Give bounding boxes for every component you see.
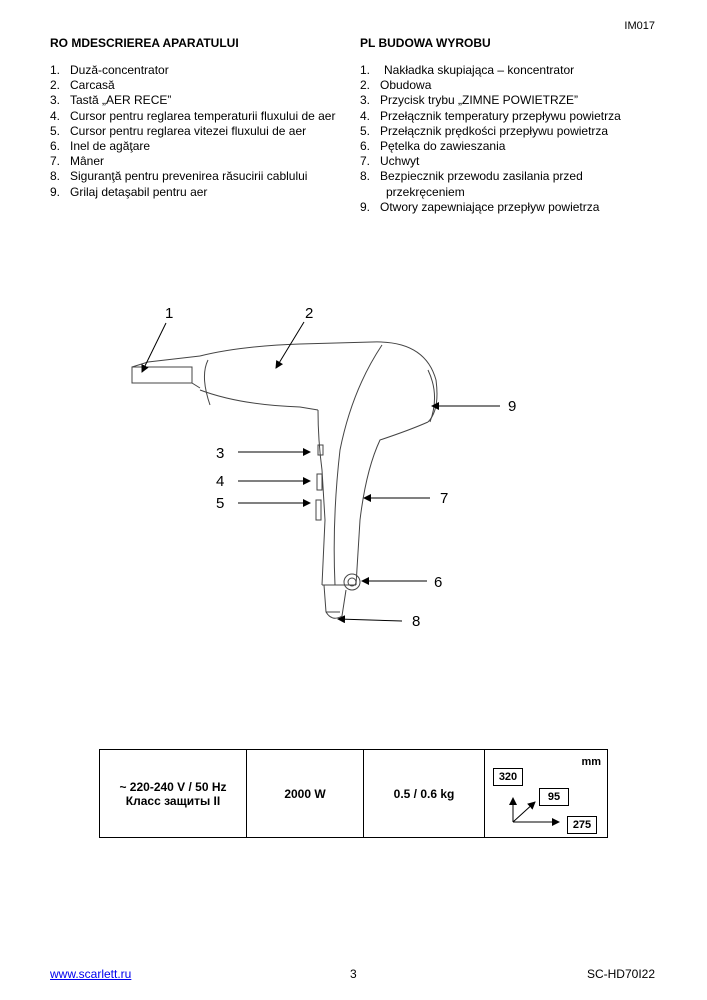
- list-item: 1. Nakładka skupiająca – koncentrator: [360, 63, 575, 77]
- page-number: 3: [350, 967, 357, 981]
- callout-label-6: 6: [434, 574, 443, 591]
- list-item: 6. Pętelka do zawieszania: [360, 139, 506, 154]
- website-link[interactable]: www.scarlett.ru: [50, 967, 132, 981]
- protection-class: Класс защиты II: [125, 793, 221, 808]
- list-item: 8. Siguranţă pentru prevenirea răsucirii cablului: [50, 169, 308, 184]
- callout-label-7: 7: [440, 490, 449, 507]
- list-item: 7. Uchwyt: [360, 154, 420, 169]
- callout-line-8: [338, 619, 402, 621]
- list-item: 9. Otwory zapewniające przepływ powietrza: [360, 199, 600, 214]
- weight-cell: [364, 750, 485, 838]
- list-item: przekręceniem: [386, 184, 465, 199]
- list-item: 1. Duză-concentrator: [50, 63, 169, 77]
- height-value: 320: [493, 768, 523, 786]
- list-item: 9. Grilaj detaşabil pentru aer: [50, 184, 208, 199]
- dimension-axes-icon: [485, 750, 609, 838]
- document-code: IM017: [624, 20, 655, 32]
- power-value: 2000 W: [284, 786, 326, 801]
- callout-label-1: 1: [165, 305, 174, 322]
- list-item: 2. Obudowa: [360, 78, 432, 93]
- callout-label-9: 9: [508, 398, 517, 415]
- width-value: 275: [567, 816, 597, 834]
- callout-label-8: 8: [412, 613, 421, 630]
- list-item: 5. Przełącznik prędkości przepływu powietrza: [360, 123, 609, 138]
- list-item: 8. Bezpiecznik przewodu zasilania przed: [360, 169, 583, 184]
- depth-value: 95: [539, 788, 569, 806]
- list-item: 5. Cursor pentru reglarea vitezei fluxului de aer: [50, 123, 307, 138]
- callout-label-2: 2: [305, 305, 314, 322]
- list-item: 7. Mâner: [50, 154, 105, 169]
- voltage-cell: [100, 750, 247, 838]
- callout-label-4: 4: [216, 473, 225, 490]
- pl-section-title: PL BUDOWA WYROBU: [360, 36, 491, 50]
- power-cell: [247, 750, 364, 838]
- dimensions-cell: [485, 750, 608, 838]
- list-item: 4. Cursor pentru reglarea temperaturii fluxului de aer: [50, 108, 336, 123]
- ro-section-title: RO MDESCRIEREA APARATULUI: [50, 36, 239, 50]
- list-item: 3. Tastă „AER RECE”: [50, 93, 172, 108]
- unit-label: mm: [581, 756, 601, 768]
- model-number: SC-HD70I22: [586, 967, 655, 981]
- callout-label-3: 3: [216, 445, 225, 462]
- voltage-value: ~ 220-240 V / 50 Hz: [119, 779, 227, 794]
- list-item: 6. Inel de agăţare: [50, 139, 151, 154]
- list-item: 2. Carcasă: [50, 78, 115, 93]
- callout-line-1: [142, 323, 166, 372]
- list-item: 4. Przełącznik temperatury przepływu powietrza: [360, 108, 621, 123]
- hair-dryer-outline: [132, 342, 437, 618]
- callout-label-5: 5: [216, 495, 225, 512]
- spec-table: [99, 749, 608, 838]
- weight-value: 0.5 / 0.6 kg: [393, 786, 455, 801]
- list-item: 3. Przycisk trybu „ZIMNE POWIETRZE”: [360, 93, 578, 108]
